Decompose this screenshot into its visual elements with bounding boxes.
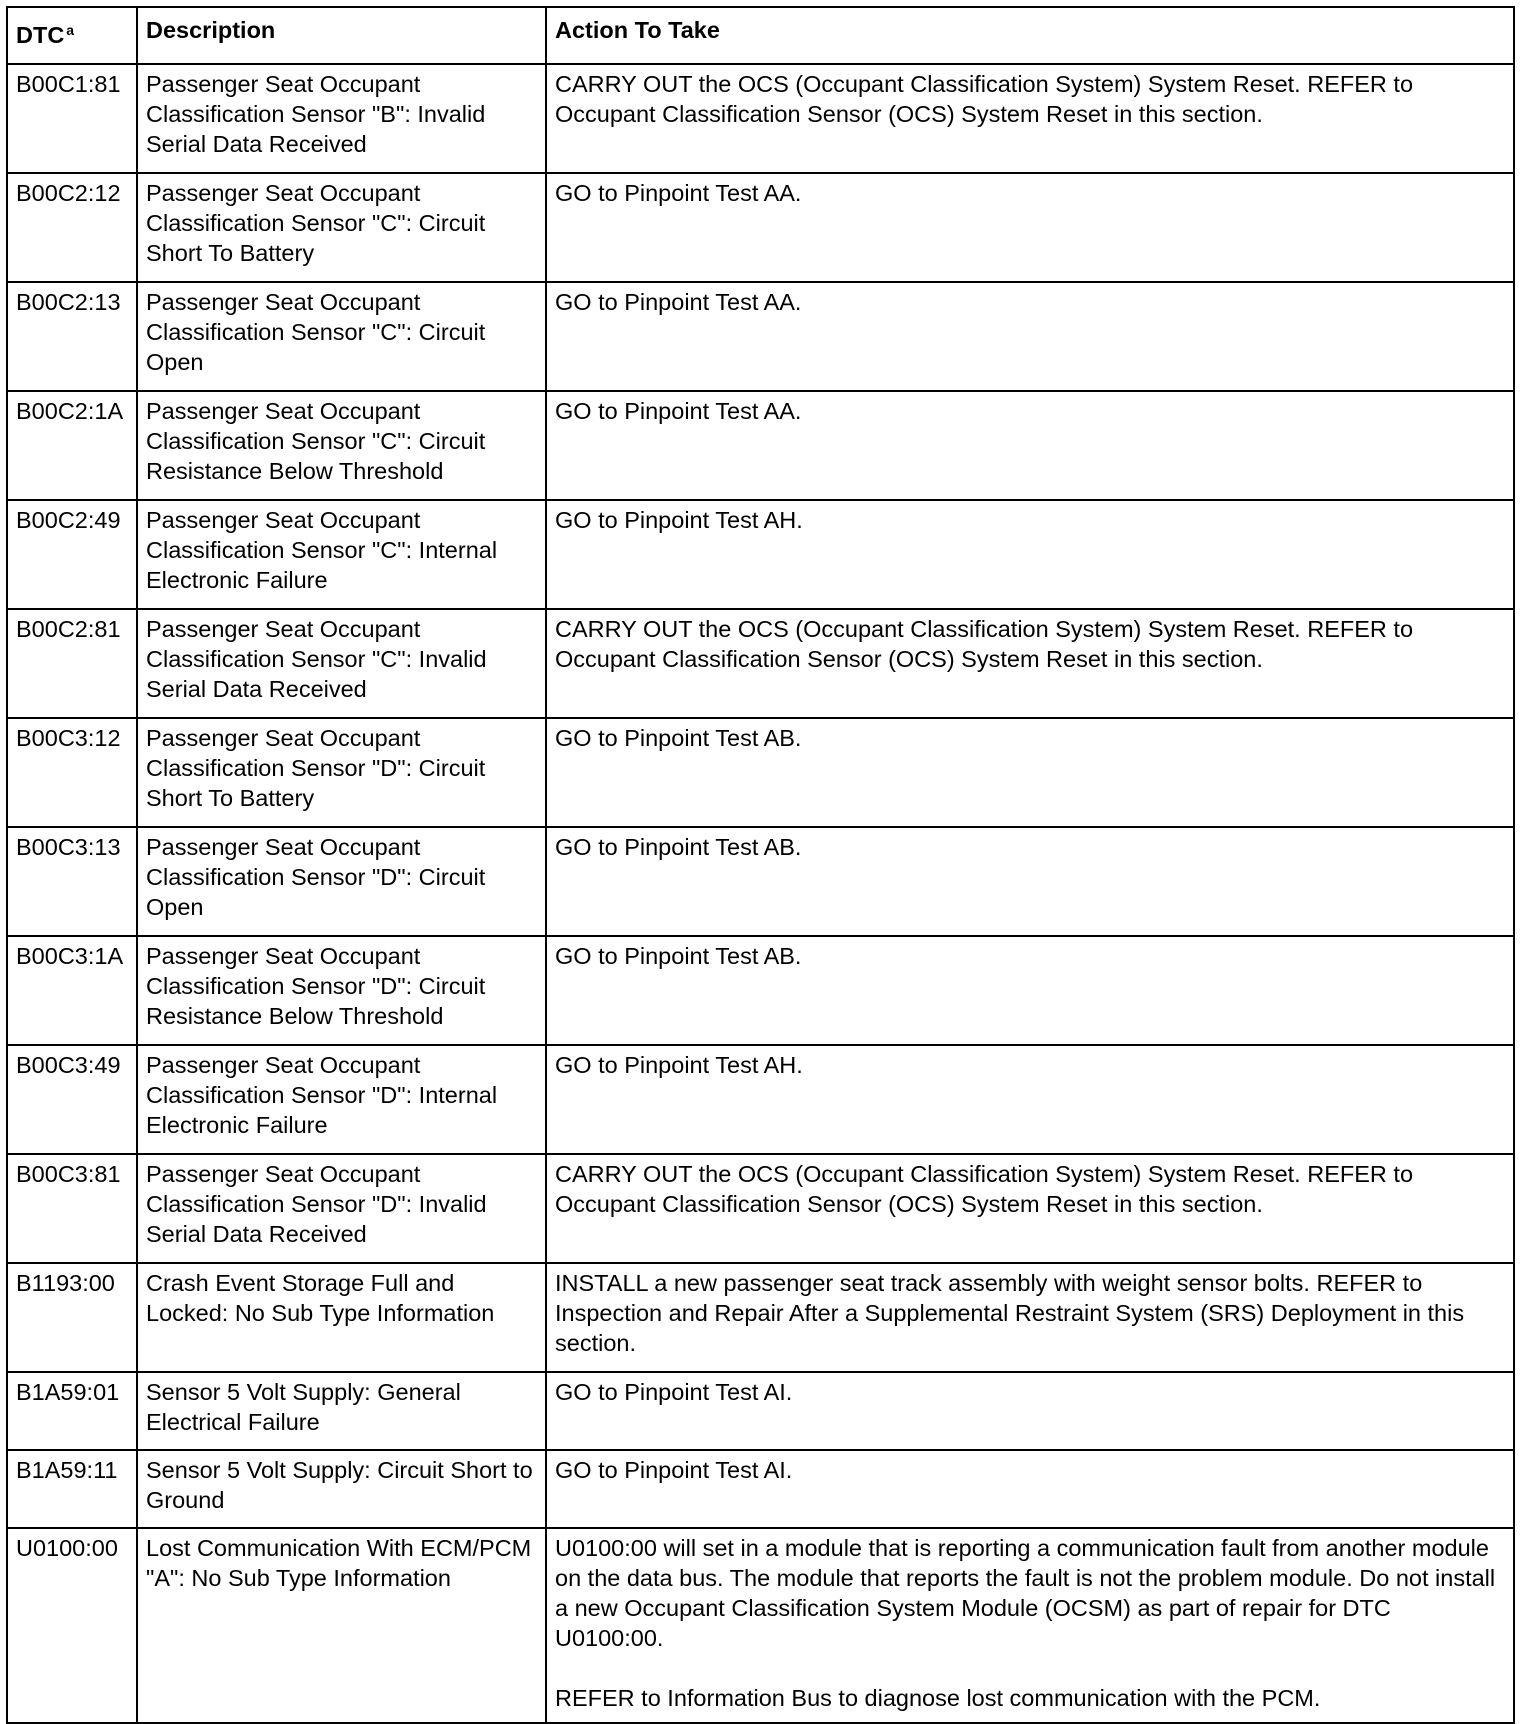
dtc-description: Sensor 5 Volt Supply: General Electrical Failure: [137, 1372, 546, 1450]
action-to-take: [546, 1450, 1514, 1528]
action-to-take: [546, 1045, 1514, 1154]
action-to-take: [546, 1528, 1514, 1723]
dtc-code: U0100:00: [7, 1528, 137, 1723]
action-to-take: [546, 282, 1514, 391]
header-action: Action To Take: [546, 7, 1514, 64]
action-paragraph: GO to Pinpoint Test AI.: [555, 1379, 793, 1405]
action-to-take: [546, 1263, 1514, 1372]
dtc-code: B00C3:12: [7, 718, 137, 827]
dtc-description: Passenger Seat Occupant Classification Sensor "B": Invalid Serial Data Received: [137, 64, 546, 173]
table-row: [7, 282, 1514, 391]
action-paragraph: CARRY OUT the OCS (Occupant Classification System) System Reset. REFER to Occupant Classification Sensor (OCS) System Reset in this section.: [555, 616, 1414, 672]
action-paragraph: GO to Pinpoint Test AH.: [555, 507, 803, 533]
table-row: [7, 1154, 1514, 1263]
table-row: [7, 173, 1514, 282]
table-row: [7, 1045, 1514, 1154]
header-dtc: DTC $^a$: [7, 7, 137, 64]
action-to-take: [546, 1372, 1514, 1450]
action-paragraph: GO to Pinpoint Test AA.: [555, 289, 802, 315]
action-to-take: [546, 173, 1514, 282]
action-to-take: [546, 609, 1514, 718]
table-row: [7, 609, 1514, 718]
action-paragraph: GO to Pinpoint Test AH.: [555, 1052, 803, 1078]
dtc-code: B1193:00: [7, 1263, 137, 1372]
action-paragraph: REFER to Information Bus to diagnose lost communication with the PCM.: [555, 1685, 1321, 1711]
header-row: [7, 7, 1514, 64]
table-row: [7, 391, 1514, 500]
dtc-code: B00C2:81: [7, 609, 137, 718]
dtc-description: Passenger Seat Occupant Classification Sensor "C": Internal Electronic Failure: [137, 500, 546, 609]
action-to-take: [546, 1154, 1514, 1263]
action-to-take: [546, 718, 1514, 827]
dtc-description: Passenger Seat Occupant Classification Sensor "C": Circuit Open: [137, 282, 546, 391]
dtc-description: Passenger Seat Occupant Classification Sensor "D": Internal Electronic Failure: [137, 1045, 546, 1154]
dtc-description: Lost Communication With ECM/PCM "A": No Sub Type Information: [137, 1528, 546, 1723]
dtc-footnote-marker: a: [66, 22, 75, 38]
dtc-code: B00C2:49: [7, 500, 137, 609]
action-paragraph: GO to Pinpoint Test AA.: [555, 398, 802, 424]
dtc-code: B00C2:12: [7, 173, 137, 282]
header-description: Description: [137, 7, 546, 64]
dtc-code: B1A59:01: [7, 1372, 137, 1450]
table-row: [7, 936, 1514, 1045]
table-row: [7, 827, 1514, 936]
dtc-description: Sensor 5 Volt Supply: Circuit Short to Ground: [137, 1450, 546, 1528]
table-row: [7, 500, 1514, 609]
dtc-description: Passenger Seat Occupant Classification Sensor "D": Invalid Serial Data Received: [137, 1154, 546, 1263]
dtc-code: B1A59:11: [7, 1450, 137, 1528]
dtc-description: Passenger Seat Occupant Classification Sensor "D": Circuit Short To Battery: [137, 718, 546, 827]
table-row: [7, 64, 1514, 173]
action-to-take: [546, 391, 1514, 500]
dtc-code: B00C3:81: [7, 1154, 137, 1263]
dtc-description: Passenger Seat Occupant Classification Sensor "C": Invalid Serial Data Received: [137, 609, 546, 718]
action-to-take: [546, 500, 1514, 609]
dtc-description: Passenger Seat Occupant Classification Sensor "C": Circuit Short To Battery: [137, 173, 546, 282]
dtc-description: Crash Event Storage Full and Locked: No Sub Type Information: [137, 1263, 546, 1372]
table-row: [7, 718, 1514, 827]
dtc-code: B00C3:1A: [7, 936, 137, 1045]
dtc-description: Passenger Seat Occupant Classification Sensor "D": Circuit Open: [137, 827, 546, 936]
action-paragraph: GO to Pinpoint Test AI.: [555, 1457, 793, 1483]
table-row: [7, 1372, 1514, 1450]
dtc-code: B00C3:13: [7, 827, 137, 936]
action-to-take: [546, 936, 1514, 1045]
action-paragraph: GO to Pinpoint Test AB.: [555, 943, 802, 969]
dtc-code: B00C1:81: [7, 64, 137, 173]
action-paragraph: GO to Pinpoint Test AB.: [555, 725, 802, 751]
dtc-code: B00C2:13: [7, 282, 137, 391]
action-to-take: [546, 827, 1514, 936]
table-row: [7, 1450, 1514, 1528]
action-paragraph: GO to Pinpoint Test AA.: [555, 180, 802, 206]
dtc-description: Passenger Seat Occupant Classification Sensor "D": Circuit Resistance Below Threshold: [137, 936, 546, 1045]
table-row: [7, 1263, 1514, 1372]
dtc-table: [6, 6, 1515, 1724]
dtc-description: Passenger Seat Occupant Classification Sensor "C": Circuit Resistance Below Threshold: [137, 391, 546, 500]
table-row: [7, 1528, 1514, 1723]
action-paragraph: CARRY OUT the OCS (Occupant Classification System) System Reset. REFER to Occupant Classification Sensor (OCS) System Reset in this section.: [555, 1161, 1414, 1217]
dtc-code: B00C3:49: [7, 1045, 137, 1154]
action-paragraph: INSTALL a new passenger seat track assembly with weight sensor bolts. REFER to Inspection and Repair After a Supplemental Restraint System (SRS) Deployment in this section.: [555, 1270, 1465, 1356]
dtc-code: B00C2:1A: [7, 391, 137, 500]
action-paragraph: U0100:00 will set in a module that is reporting a communication fault from another module on the data bus. The module that reports the fault is not the problem module. Do not install a new Occupant Classification System Module (OCSM) as part of repair for DTC U0100:00.: [555, 1535, 1496, 1651]
action-paragraph: CARRY OUT the OCS (Occupant Classification System) System Reset. REFER to Occupant Classification Sensor (OCS) System Reset in this section.: [555, 71, 1414, 127]
action-paragraph: GO to Pinpoint Test AB.: [555, 834, 802, 860]
action-to-take: [546, 64, 1514, 173]
